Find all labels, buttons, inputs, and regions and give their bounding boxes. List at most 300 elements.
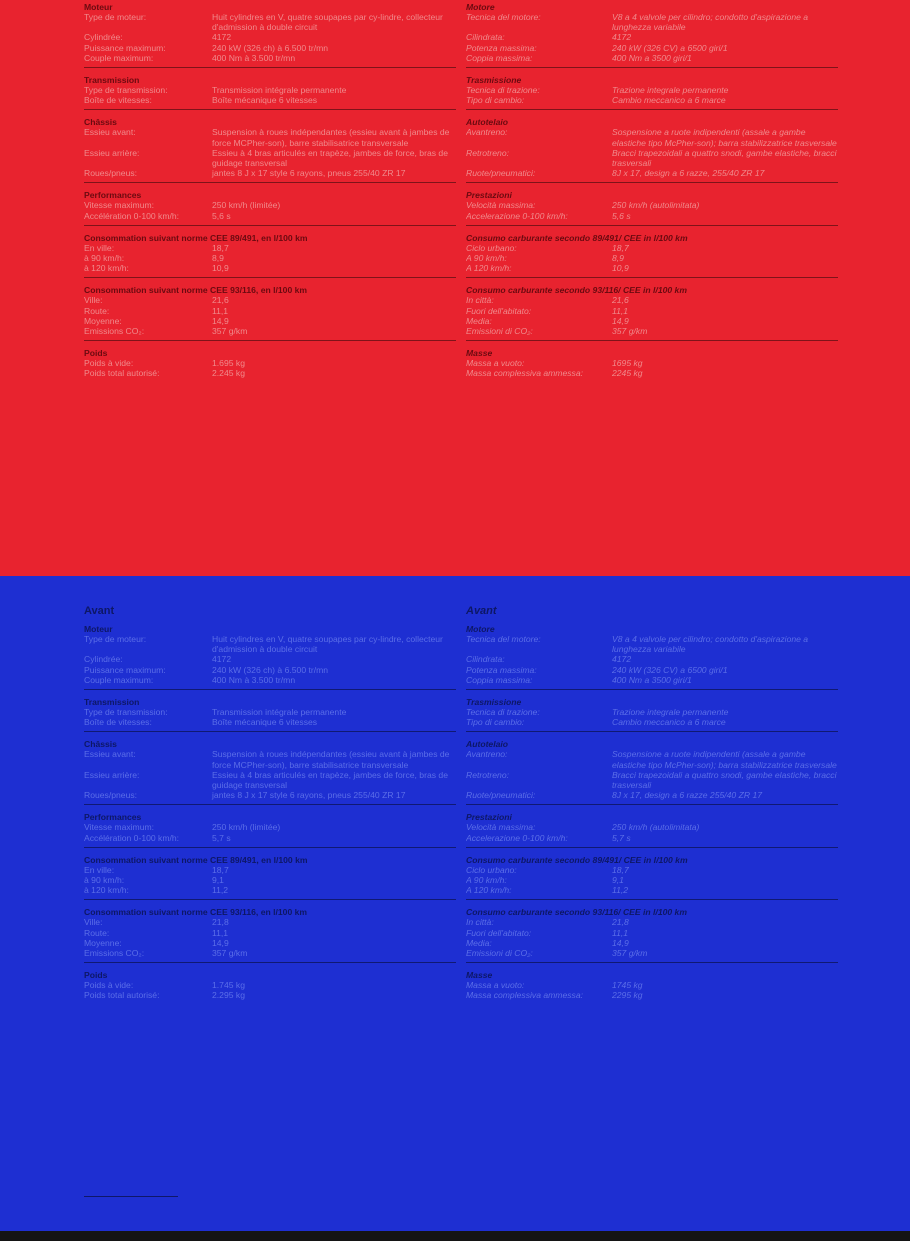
spec-row: [84, 127, 456, 147]
section-title: Consommation suivant norme CEE 89/491, en l/100 km: [84, 232, 308, 243]
spec-label: à 90 km/h:: [84, 875, 125, 886]
spec-row: [84, 822, 456, 832]
spec-label: Avantreno:: [466, 127, 508, 138]
spec-row: [84, 833, 456, 843]
spec-label: Poids total autorisé:: [84, 990, 160, 1001]
section-title: Moteur: [84, 2, 113, 12]
spec-row: [466, 990, 838, 1000]
spec-label: Type de moteur:: [84, 634, 147, 644]
spec-section: [84, 117, 456, 183]
section-title: Trasmissione: [466, 697, 522, 708]
spec-value: 14,9: [612, 937, 629, 948]
spec-section: [466, 285, 838, 341]
section-title: Transmission: [84, 697, 140, 708]
section-title: Prestazioni: [466, 190, 512, 201]
spec-row: [466, 95, 838, 105]
spec-row: [466, 654, 838, 664]
spec-row: [466, 368, 838, 378]
blue-italian-column: [466, 604, 838, 1012]
spec-value: Boîte mécanique 6 vitesses: [212, 95, 318, 106]
spec-label: Boîte de vitesses:: [84, 95, 152, 106]
spec-label: Ciclo urbano:: [466, 242, 517, 253]
spec-value: 357 g/km: [612, 948, 648, 959]
spec-label: Cilindrata:: [466, 32, 505, 43]
spec-value: 21,6: [612, 295, 629, 306]
spec-label: Essieu avant:: [84, 127, 136, 138]
section-title: Motore: [466, 2, 495, 12]
spec-section: [84, 190, 456, 225]
spec-label: Emissions CO₂:: [84, 948, 145, 959]
spec-value: 5,7 s: [612, 832, 631, 843]
column-heading: Avant: [84, 605, 115, 617]
spec-row: [84, 358, 456, 368]
spec-label: Media:: [466, 315, 492, 326]
section-title: Consumo carburante secondo 89/491/ CEE in l/100 km: [466, 854, 688, 865]
spec-value: Transmission intégrale permanente: [212, 85, 347, 96]
bottom-edge: [0, 1231, 910, 1241]
spec-value: 11,2: [212, 885, 229, 896]
spec-section: [466, 855, 838, 901]
spec-value: Transmission intégrale permanente: [212, 707, 347, 718]
spec-value: V8 a 4 valvole per cilindro; condotto d'aspirazione a lunghezza variabile: [612, 634, 809, 655]
section-title: Motore: [466, 624, 495, 634]
spec-value: 250 km/h (autolimitata): [612, 200, 700, 211]
spec-value: 21,8: [612, 917, 629, 928]
spec-value: 9,1: [612, 875, 624, 886]
section-title: Châssis: [84, 117, 117, 128]
spec-section: [466, 970, 838, 1004]
spec-label: Accelerazione 0-100 km/h:: [466, 832, 568, 843]
spec-label: Couple maximum:: [84, 52, 154, 63]
spec-row: [84, 12, 456, 32]
spec-row: [84, 148, 456, 168]
spec-row: [466, 948, 838, 958]
spec-label: Type de transmission:: [84, 707, 168, 718]
spec-row: [84, 749, 456, 769]
spec-row: [84, 306, 456, 316]
spec-value: 240 kW (326 ch) à 6.500 tr/mn: [212, 42, 329, 53]
red-french-column: [84, 2, 456, 390]
spec-value: Huit cylindres en V, quatre soupapes par cy-lindre, collecteur d'admission à double circuit: [212, 634, 443, 655]
spec-value: 11,1: [612, 927, 629, 938]
spec-label: Massa complessiva ammessa:: [466, 368, 584, 379]
section-title: Transmission: [84, 75, 140, 86]
spec-section: [84, 2, 456, 68]
section-title: Autotelaio: [466, 117, 509, 128]
spec-value: Essieu à 4 bras articulés en trapèze, jambes de force, bras de guidage transversal: [212, 147, 448, 169]
spec-label: Potenza massima:: [466, 664, 537, 675]
blue-french-column: [84, 604, 456, 1012]
spec-row: [84, 948, 456, 958]
section-title: Trasmissione: [466, 75, 522, 86]
spec-row: [84, 85, 456, 95]
spec-label: Emissioni di CO₂:: [466, 326, 533, 337]
spec-value: 250 km/h (limitée): [212, 200, 281, 211]
spec-section: [84, 348, 456, 382]
spec-value: 4172: [212, 32, 232, 43]
spec-row: [84, 875, 456, 885]
spec-value: 21,6: [212, 295, 229, 306]
spec-label: Coppia massima:: [466, 674, 533, 685]
column-heading: Avant: [466, 605, 497, 617]
spec-section: [84, 233, 456, 279]
spec-row: [84, 770, 456, 790]
spec-row: [466, 833, 838, 843]
spec-section: [84, 285, 456, 341]
section-title: Prestazioni: [466, 812, 512, 823]
spec-value: 5,6 s: [212, 210, 231, 221]
spec-row: [84, 95, 456, 105]
section-title: Moteur: [84, 624, 113, 634]
spec-label: Massa complessiva ammessa:: [466, 990, 584, 1001]
spec-value: 8J x 17, design a 6 razze, 255/40 ZR 17: [612, 168, 765, 179]
section-title: Performances: [84, 190, 142, 201]
spec-value: 1.745 kg: [212, 980, 245, 991]
spec-value: Bracci trapezoidali a quattro snodi, gambe elastiche, bracci trasversali: [612, 769, 837, 791]
spec-row: [84, 634, 456, 654]
spec-row: [466, 665, 838, 675]
spec-value: 14,9: [212, 315, 229, 326]
spec-value: 240 kW (326 ch) à 6.500 tr/mn: [212, 664, 329, 675]
spec-row: [466, 938, 838, 948]
spec-label: Emissions CO₂:: [84, 326, 145, 337]
spec-row: [84, 43, 456, 53]
spec-label: Avantreno:: [466, 749, 508, 760]
spec-row: [466, 295, 838, 305]
spec-row: [466, 306, 838, 316]
red-spec-panel: [0, 0, 910, 576]
section-title: Châssis: [84, 739, 117, 750]
spec-value: 14,9: [612, 315, 629, 326]
spec-row: [84, 53, 456, 63]
spec-row: [466, 243, 838, 253]
spec-row: [84, 200, 456, 210]
red-italian-column: [466, 2, 838, 390]
spec-label: In città:: [466, 917, 494, 928]
spec-row: [84, 917, 456, 927]
spec-row: [466, 885, 838, 895]
spec-value: 10,9: [212, 263, 229, 274]
spec-label: à 120 km/h:: [84, 263, 129, 274]
spec-row: [84, 654, 456, 664]
spec-section: [84, 812, 456, 847]
spec-row: [466, 790, 838, 800]
spec-row: [466, 168, 838, 178]
spec-value: Bracci trapezoidali a quattro snodi, gambe elastiche, bracci trasversali: [612, 147, 837, 169]
spec-label: Accelerazione 0-100 km/h:: [466, 210, 568, 221]
spec-label: Moyenne:: [84, 315, 122, 326]
spec-row: [84, 368, 456, 378]
spec-row: [466, 675, 838, 685]
spec-value: 2245 kg: [612, 368, 643, 379]
spec-section: [84, 970, 456, 1004]
spec-label: Essieu arrière:: [84, 147, 140, 158]
spec-label: A 90 km/h:: [466, 875, 507, 886]
spec-value: jantes 8 J x 17 style 6 rayons, pneus 255/40 ZR 17: [212, 790, 406, 801]
spec-label: Media:: [466, 937, 492, 948]
spec-label: Tecnica di trazione:: [466, 85, 540, 96]
spec-value: Boîte mécanique 6 vitesses: [212, 717, 318, 728]
spec-value: 4172: [612, 654, 632, 665]
spec-row: [84, 980, 456, 990]
spec-value: Suspension à roues indépendantes (essieu avant à jambes de force MCPher-son), barre stabilisatrice transversale: [212, 127, 450, 148]
spec-label: Roues/pneus:: [84, 790, 138, 801]
spec-row: [466, 749, 838, 769]
spec-label: Poids à vide:: [84, 980, 134, 991]
spec-label: Cylindrée:: [84, 32, 123, 43]
section-title: Consumo carburante secondo 89/491/ CEE in l/100 km: [466, 232, 688, 243]
spec-value: Suspension à roues indépendantes (essieu avant à jambes de force MCPher-son), barre stabilisatrice transversale: [212, 749, 450, 770]
spec-label: Retrotreno:: [466, 769, 509, 780]
spec-section: [466, 624, 838, 690]
section-title: Masse: [466, 348, 493, 359]
spec-section: [466, 348, 838, 382]
spec-row: [84, 665, 456, 675]
spec-row: [466, 326, 838, 336]
section-title: Consommation suivant norme CEE 93/116, en l/100 km: [84, 907, 308, 918]
spec-row: [84, 885, 456, 895]
spec-label: En ville:: [84, 864, 115, 875]
spec-section: [84, 855, 456, 901]
spec-label: Cilindrata:: [466, 654, 505, 665]
spec-row: [466, 980, 838, 990]
spec-value: 11,2: [612, 885, 629, 896]
spec-value: 18,7: [612, 242, 629, 253]
spec-label: Ville:: [84, 917, 103, 928]
spec-value: 357 g/km: [212, 326, 248, 337]
spec-row: [466, 148, 838, 168]
spec-label: Fuori dell'abitato:: [466, 305, 532, 316]
spec-label: En ville:: [84, 242, 115, 253]
spec-value: Trazione integrale permanente: [612, 85, 729, 96]
spec-label: In città:: [466, 295, 494, 306]
spec-value: Huit cylindres en V, quatre soupapes par cy-lindre, collecteur d'admission à double circuit: [212, 12, 443, 33]
section-title: Consumo carburante secondo 93/116/ CEE in l/100 km: [466, 907, 687, 918]
spec-label: Massa a vuoto:: [466, 980, 525, 991]
spec-section: [84, 739, 456, 805]
spec-row: [84, 211, 456, 221]
spec-row: [466, 928, 838, 938]
spec-label: Ciclo urbano:: [466, 864, 517, 875]
spec-row: [84, 928, 456, 938]
section-title: Consommation suivant norme CEE 89/491, en l/100 km: [84, 854, 308, 865]
spec-label: Tecnica del motore:: [466, 12, 541, 22]
spec-value: 18,7: [212, 864, 229, 875]
spec-row: [84, 675, 456, 685]
spec-label: Accélération 0-100 km/h:: [84, 832, 180, 843]
spec-row: [466, 822, 838, 832]
spec-value: 8J x 17, design a 6 razze 255/40 ZR 17: [612, 790, 763, 801]
section-title: Masse: [466, 970, 493, 981]
spec-row: [84, 326, 456, 336]
spec-value: 11,1: [612, 305, 629, 316]
spec-row: [84, 316, 456, 326]
spec-label: Poids total autorisé:: [84, 368, 160, 379]
spec-section: [84, 624, 456, 690]
spec-row: [466, 358, 838, 368]
spec-row: [466, 12, 838, 32]
spec-value: 250 km/h (limitée): [212, 822, 281, 833]
spec-label: Type de moteur:: [84, 12, 147, 22]
section-title: Poids: [84, 970, 108, 981]
spec-section: [466, 75, 838, 110]
spec-section: [84, 907, 456, 963]
spec-value: 400 Nm a 3500 giri/1: [612, 674, 692, 685]
spec-label: Ville:: [84, 295, 103, 306]
spec-section: [466, 190, 838, 225]
spec-label: Tecnica del motore:: [466, 634, 541, 644]
spec-row: [466, 717, 838, 727]
spec-value: 4172: [212, 654, 232, 665]
spec-value: Sospensione a ruote indipendenti (assale a gambe elastiche tipo McPher-son); barra stabilizzatrice trasversale: [612, 749, 837, 770]
section-title: Consumo carburante secondo 93/116/ CEE in l/100 km: [466, 285, 687, 296]
spec-label: Velocità massima:: [466, 822, 536, 833]
spec-row: [84, 253, 456, 263]
spec-label: Ruote/pneumatici:: [466, 790, 536, 801]
spec-label: Poids à vide:: [84, 358, 134, 369]
spec-label: Velocità massima:: [466, 200, 536, 211]
spec-row: [84, 938, 456, 948]
spec-value: 14,9: [212, 937, 229, 948]
spec-label: Couple maximum:: [84, 674, 154, 685]
spec-value: Cambio meccanico a 6 marce: [612, 717, 726, 728]
section-title: Consommation suivant norme CEE 93/116, en l/100 km: [84, 285, 308, 296]
spec-row: [466, 865, 838, 875]
spec-label: Boîte de vitesses:: [84, 717, 152, 728]
spec-label: Cylindrée:: [84, 654, 123, 665]
section-title: Poids: [84, 348, 108, 359]
spec-row: [84, 865, 456, 875]
spec-label: Ruote/pneumatici:: [466, 168, 536, 179]
spec-label: Potenza massima:: [466, 42, 537, 53]
spec-row: [466, 32, 838, 42]
spec-value: 357 g/km: [212, 948, 248, 959]
spec-section: [84, 75, 456, 110]
spec-value: 357 g/km: [612, 326, 648, 337]
spec-label: Fuori dell'abitato:: [466, 927, 532, 938]
blue-spec-panel: [0, 576, 910, 1231]
spec-row: [466, 917, 838, 927]
spec-value: 5,7 s: [212, 832, 231, 843]
spec-row: [84, 243, 456, 253]
spec-label: à 90 km/h:: [84, 253, 125, 264]
spec-value: 9,1: [212, 875, 224, 886]
section-title: Autotelaio: [466, 739, 509, 750]
spec-value: 10,9: [612, 263, 629, 274]
spec-value: jantes 8 J x 17 style 6 rayons, pneus 255/40 ZR 17: [212, 168, 406, 179]
spec-row: [84, 32, 456, 42]
spec-label: Route:: [84, 927, 110, 938]
spec-value: Cambio meccanico a 6 marce: [612, 95, 726, 106]
spec-row: [466, 43, 838, 53]
spec-value: Sospensione a ruote indipendenti (assale a gambe elastiche tipo McPher-son); barra stabilizzatrice trasversale: [612, 127, 837, 148]
spec-row: [84, 990, 456, 1000]
spec-value: 2295 kg: [612, 990, 643, 1001]
spec-label: Essieu avant:: [84, 749, 136, 760]
spec-row: [466, 770, 838, 790]
spec-label: Emissioni di CO₂:: [466, 948, 533, 959]
spec-row: [84, 707, 456, 717]
spec-row: [84, 263, 456, 273]
spec-row: [466, 875, 838, 885]
spec-value: 8,9: [212, 253, 224, 264]
spec-label: Vitesse maximum:: [84, 200, 155, 211]
spec-section: [466, 233, 838, 279]
spec-row: [84, 717, 456, 727]
spec-label: Tipo di cambio:: [466, 95, 525, 106]
spec-row: [84, 168, 456, 178]
spec-value: 2.245 kg: [212, 368, 245, 379]
spec-label: Vitesse maximum:: [84, 822, 155, 833]
spec-value: 400 Nm a 3500 giri/1: [612, 52, 692, 63]
spec-label: Moyenne:: [84, 937, 122, 948]
spec-row: [84, 295, 456, 305]
spec-value: 18,7: [612, 864, 629, 875]
spec-label: Route:: [84, 305, 110, 316]
spec-label: A 90 km/h:: [466, 253, 507, 264]
spec-label: Massa a vuoto:: [466, 358, 525, 369]
spec-label: A 120 km/h:: [466, 263, 512, 274]
spec-row: [466, 263, 838, 273]
spec-value: 4172: [612, 32, 632, 43]
spec-row: [466, 253, 838, 263]
spec-value: 18,7: [212, 242, 229, 253]
spec-row: [466, 127, 838, 147]
spec-value: Trazione integrale permanente: [612, 707, 729, 718]
spec-value: 21,8: [212, 917, 229, 928]
spec-row: [466, 85, 838, 95]
spec-value: 5,6 s: [612, 210, 631, 221]
spec-value: 11,1: [212, 927, 229, 938]
spec-label: Tipo di cambio:: [466, 717, 525, 728]
spec-value: V8 a 4 valvole per cilindro; condotto d'aspirazione a lunghezza variabile: [612, 12, 809, 33]
spec-value: 1.695 kg: [212, 358, 245, 369]
spec-row: [466, 634, 838, 654]
footer-rule: [84, 1196, 178, 1197]
spec-row: [466, 707, 838, 717]
spec-value: 1695 kg: [612, 358, 643, 369]
spec-label: Retrotreno:: [466, 147, 509, 158]
spec-row: [466, 53, 838, 63]
spec-row: [466, 211, 838, 221]
spec-label: Essieu arrière:: [84, 769, 140, 780]
spec-value: 2.295 kg: [212, 990, 245, 1001]
spec-section: [466, 739, 838, 805]
spec-label: A 120 km/h:: [466, 885, 512, 896]
spec-row: [84, 790, 456, 800]
spec-section: [84, 697, 456, 732]
spec-label: Puissance maximum:: [84, 42, 166, 53]
spec-label: Puissance maximum:: [84, 664, 166, 675]
spec-row: [466, 316, 838, 326]
spec-label: Accélération 0-100 km/h:: [84, 210, 180, 221]
section-title: Performances: [84, 812, 142, 823]
spec-label: Type de transmission:: [84, 85, 168, 96]
spec-label: Tecnica di trazione:: [466, 707, 540, 718]
spec-label: à 120 km/h:: [84, 885, 129, 896]
spec-section: [466, 812, 838, 847]
spec-value: Essieu à 4 bras articulés en trapèze, jambes de force, bras de guidage transversal: [212, 769, 448, 791]
spec-value: 240 kW (326 CV) a 6500 giri/1: [612, 664, 728, 675]
spec-value: 240 kW (326 CV) a 6500 giri/1: [612, 42, 728, 53]
spec-section: [466, 697, 838, 732]
spec-row: [466, 200, 838, 210]
spec-label: Roues/pneus:: [84, 168, 138, 179]
spec-value: 250 km/h (autolimitata): [612, 822, 700, 833]
spec-value: 400 Nm à 3.500 tr/mn: [212, 52, 296, 63]
spec-section: [466, 117, 838, 183]
spec-value: 1745 kg: [612, 980, 643, 991]
